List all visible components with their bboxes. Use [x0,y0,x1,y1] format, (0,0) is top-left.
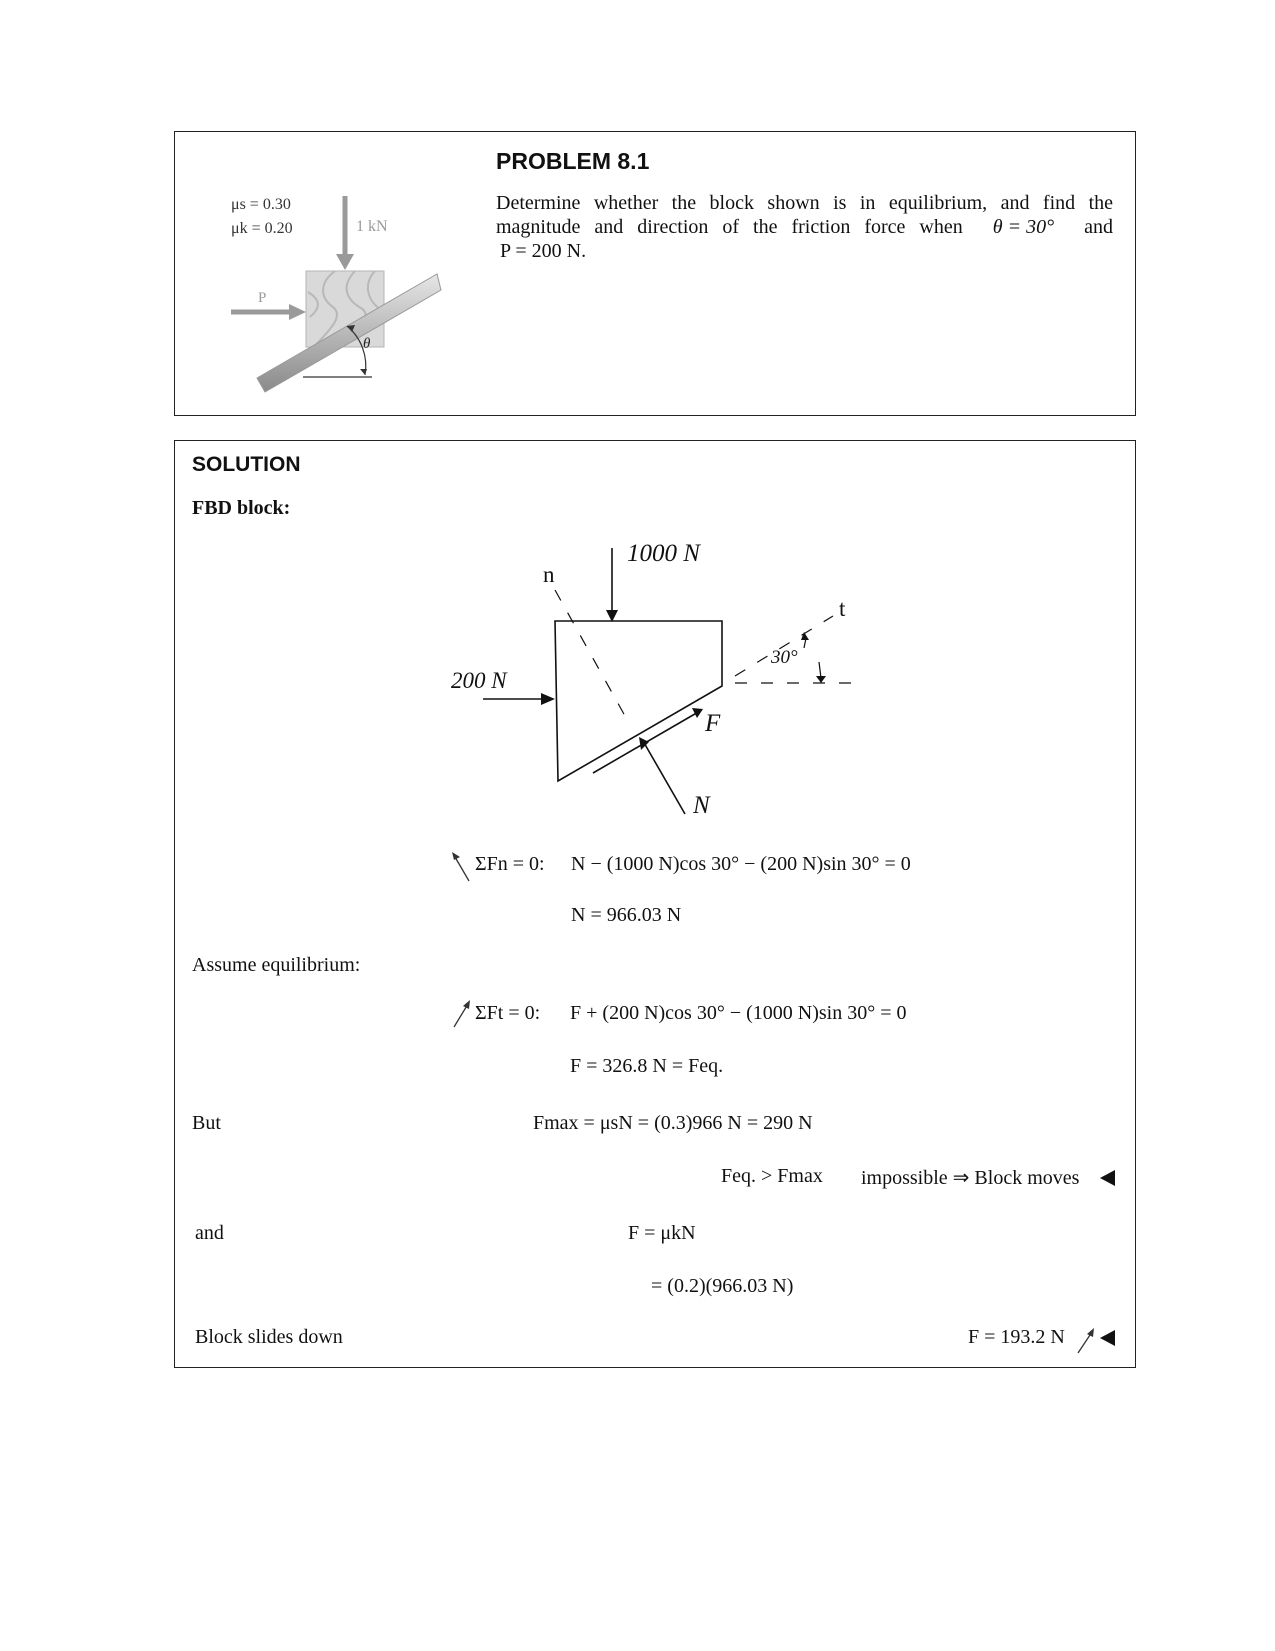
fbd-left-force-label: 200 N [451,668,507,693]
fbd-n-label: n [543,562,555,587]
problem-text-line-2a: magnitude and direction of the friction force when [496,216,963,238]
eq1-rhs: N − (1000 N)cos 30° − (200 N)sin 30° = 0 [571,853,911,875]
and-label: and [195,1222,224,1244]
fbd-diagram [435,536,895,836]
problem-box [174,131,1136,416]
fbd-label: FBD block: [192,497,291,519]
fbd-block [555,621,722,781]
slides-label: Block slides down [195,1326,343,1348]
solution-box [174,440,1136,1368]
conclusion: impossible ⇒ Block moves [861,1167,1080,1189]
theta-value: θ = 30° [992,216,1055,238]
problem-text-line-2c: and [1084,216,1113,238]
fmax-equation: Fmax = μsN = (0.3)966 N = 290 N [533,1112,813,1134]
theta-label: θ [363,336,371,352]
problem-text-line-1: Determine whether the block shown is in equilibrium, and find the [496,192,1113,214]
assume-label: Assume equilibrium: [192,954,361,976]
fbd-angle-label: 30° [771,647,798,668]
fbd-n-axis [555,590,625,716]
friction-equation-2: = (0.2)(966.03 N) [651,1275,794,1297]
problem-title: PROBLEM 8.1 [496,148,650,174]
fbd-friction-label: F [705,710,721,737]
comparison: Feq. > Fmax [721,1165,823,1187]
eq1-lhs: ΣFn = 0: [475,853,545,875]
problem-text-line-3: P = 200 N. [500,240,587,262]
p-label: P [258,290,267,306]
eq1-result: N = 966.03 N [571,904,682,926]
mu-s-label: μs = 0.30 [231,196,291,213]
t-direction-arrow-icon [451,999,473,1029]
problem-text-line-2 [496,216,1113,239]
friction-equation-1: F = μkN [628,1222,696,1244]
fbd-t-label: t [839,596,846,621]
answer-marker-icon [1099,1169,1117,1187]
fbd-normal-arrow [643,741,685,814]
problem-figure [215,132,475,402]
eq2-result: F = 326.8 N = Feq. [570,1055,724,1077]
n-direction-arrow-icon [451,851,473,883]
mu-k-label: μk = 0.20 [231,220,293,237]
friction-direction-arrow-icon [1075,1327,1097,1355]
fbd-top-force-label: 1000 N [627,540,700,567]
eq2-rhs: F + (200 N)cos 30° − (1000 N)sin 30° = 0 [570,1002,907,1024]
load-label: 1 kN [356,218,388,235]
solution-title: SOLUTION [192,453,301,476]
final-answer: F = 193.2 N [968,1326,1065,1348]
fbd-normal-label: N [693,792,710,819]
final-answer-marker-icon [1099,1329,1117,1347]
but-label: But [192,1112,221,1134]
eq2-lhs: ΣFt = 0: [475,1002,541,1024]
